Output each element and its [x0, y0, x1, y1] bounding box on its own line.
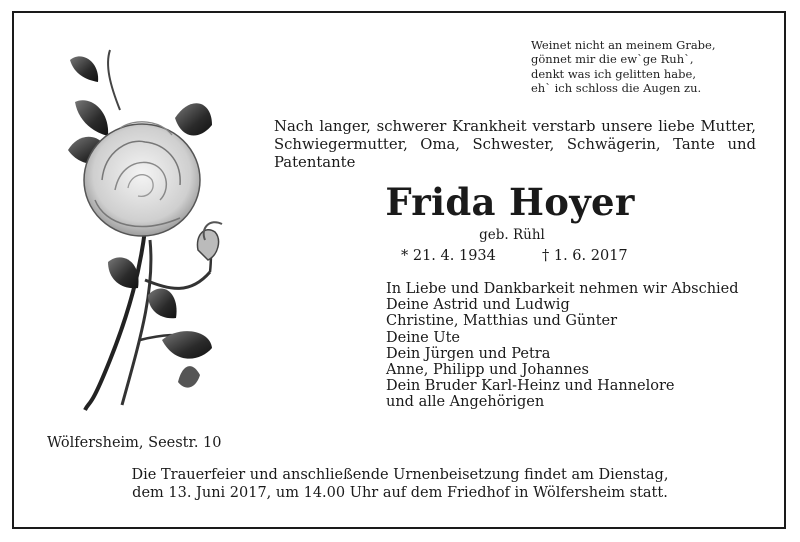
poem-line: eh` ich schloss die Augen zu.	[531, 80, 702, 95]
maiden-name: geb. Rühl	[479, 227, 545, 243]
address: Wölfersheim, Seestr. 10	[47, 435, 222, 451]
death-date: † 1. 6. 2017	[542, 248, 628, 264]
funeral-line: dem 13. Juni 2017, um 14.00 Uhr auf dem Friedhof in Wölfersheim statt.	[132, 484, 668, 501]
birth-date: * 21. 4. 1934	[401, 248, 496, 264]
mourner-line: Deine Ute	[386, 329, 461, 346]
poem-line: gönnet mir die ew`ge Ruh`,	[531, 52, 694, 67]
mourners-heading: In Liebe und Dankbarkeit nehmen wir Abschied	[386, 281, 739, 297]
mourner-line: Dein Jürgen und Petra	[386, 345, 551, 362]
mourner-line: und alle Angehörigen	[386, 394, 545, 411]
funeral-line: Die Trauerfeier und anschließende Urnenbeisetzung findet am Dienstag,	[131, 467, 669, 483]
poem-line: denkt was ich gelitten habe,	[531, 66, 696, 81]
mourners-block	[386, 281, 766, 411]
poem	[531, 38, 761, 95]
mourner-line: Anne, Philipp und Johannes	[386, 362, 589, 379]
rose-illustration	[50, 40, 250, 415]
mourner-line: Dein Bruder Karl-Heinz und Hannelore	[386, 378, 675, 395]
funeral-details	[100, 467, 700, 502]
intro-text: Nach langer, schwerer Krankheit verstarb unsere liebe Mutter, Schwiegermutter, Oma, Schwester, Schwägerin, Tante und Patentante	[274, 118, 756, 171]
mourner-line: Christine, Matthias und Günter	[386, 313, 618, 330]
deceased-name: Frida Hoyer	[385, 180, 635, 224]
mourner-line: Deine Astrid und Ludwig	[386, 297, 570, 314]
poem-line: Weinet nicht an meinem Grabe,	[531, 38, 716, 52]
